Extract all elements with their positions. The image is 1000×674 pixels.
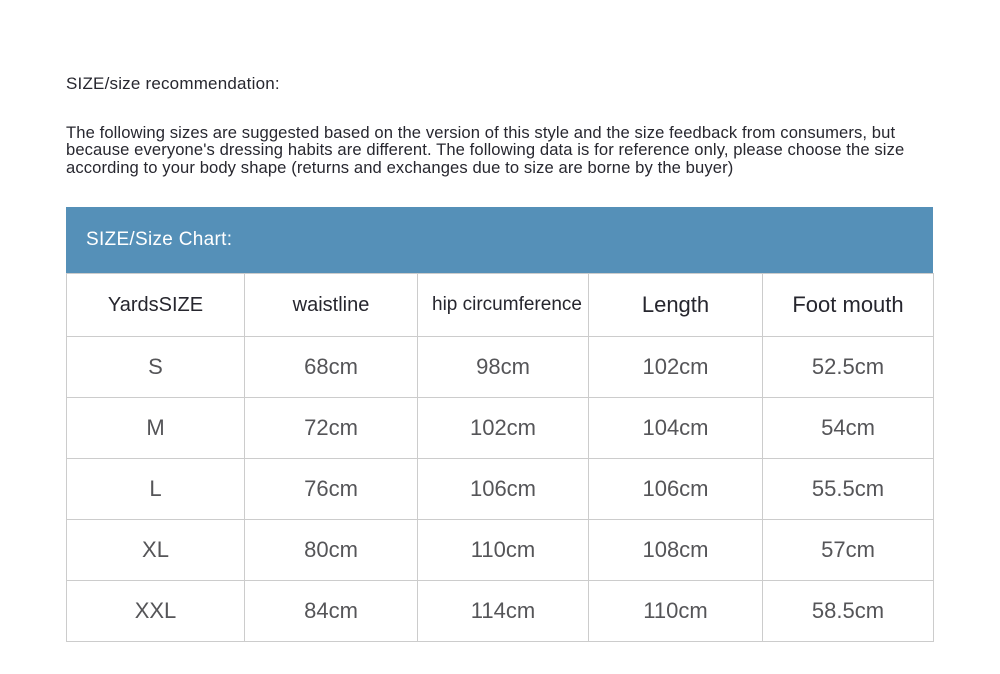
- size-chart-header-label: SIZE/Size Chart:: [86, 229, 233, 250]
- table-row-s: [67, 337, 934, 398]
- cell-foot: 54cm: [763, 398, 934, 459]
- size-description: The following sizes are suggested based on the version of this style and the size feedback from consumers, but because everyone's dressing habits are different. The following data is for reference only, please choose the size according to your body shape (returns and exchanges due to size are borne by the buyer): [66, 123, 905, 177]
- cell-hip: 106cm: [418, 459, 589, 520]
- cell-foot: 57cm: [763, 520, 934, 581]
- cell-foot: 55.5cm: [763, 459, 934, 520]
- cell-waistline: 68cm: [245, 337, 418, 398]
- column-header-waistline: waistline: [245, 274, 418, 337]
- cell-waistline: 84cm: [245, 581, 418, 642]
- cell-size: XL: [67, 520, 245, 581]
- size-chart-header-band: [66, 207, 933, 273]
- cell-hip: 98cm: [418, 337, 589, 398]
- cell-waistline: 72cm: [245, 398, 418, 459]
- cell-length: 106cm: [589, 459, 763, 520]
- cell-hip: 114cm: [418, 581, 589, 642]
- cell-size: M: [67, 398, 245, 459]
- cell-length: 110cm: [589, 581, 763, 642]
- page-title: SIZE/size recommendation:: [66, 74, 280, 93]
- cell-size: L: [67, 459, 245, 520]
- table-row-xl: [67, 520, 934, 581]
- cell-hip: 110cm: [418, 520, 589, 581]
- cell-foot: 52.5cm: [763, 337, 934, 398]
- table-header-row: [67, 274, 934, 337]
- cell-size: XXL: [67, 581, 245, 642]
- size-table: [66, 273, 934, 642]
- column-header-foot: Foot mouth: [763, 274, 934, 337]
- table-row-l: [67, 459, 934, 520]
- table-row-m: [67, 398, 934, 459]
- cell-hip: 102cm: [418, 398, 589, 459]
- table-row-xxl: [67, 581, 934, 642]
- cell-length: 104cm: [589, 398, 763, 459]
- column-header-size: YardsSIZE: [67, 274, 245, 337]
- column-header-length: Length: [589, 274, 763, 337]
- cell-waistline: 76cm: [245, 459, 418, 520]
- cell-size: S: [67, 337, 245, 398]
- cell-length: 108cm: [589, 520, 763, 581]
- column-header-hip: hip circumference: [418, 274, 589, 337]
- cell-foot: 58.5cm: [763, 581, 934, 642]
- cell-length: 102cm: [589, 337, 763, 398]
- cell-waistline: 80cm: [245, 520, 418, 581]
